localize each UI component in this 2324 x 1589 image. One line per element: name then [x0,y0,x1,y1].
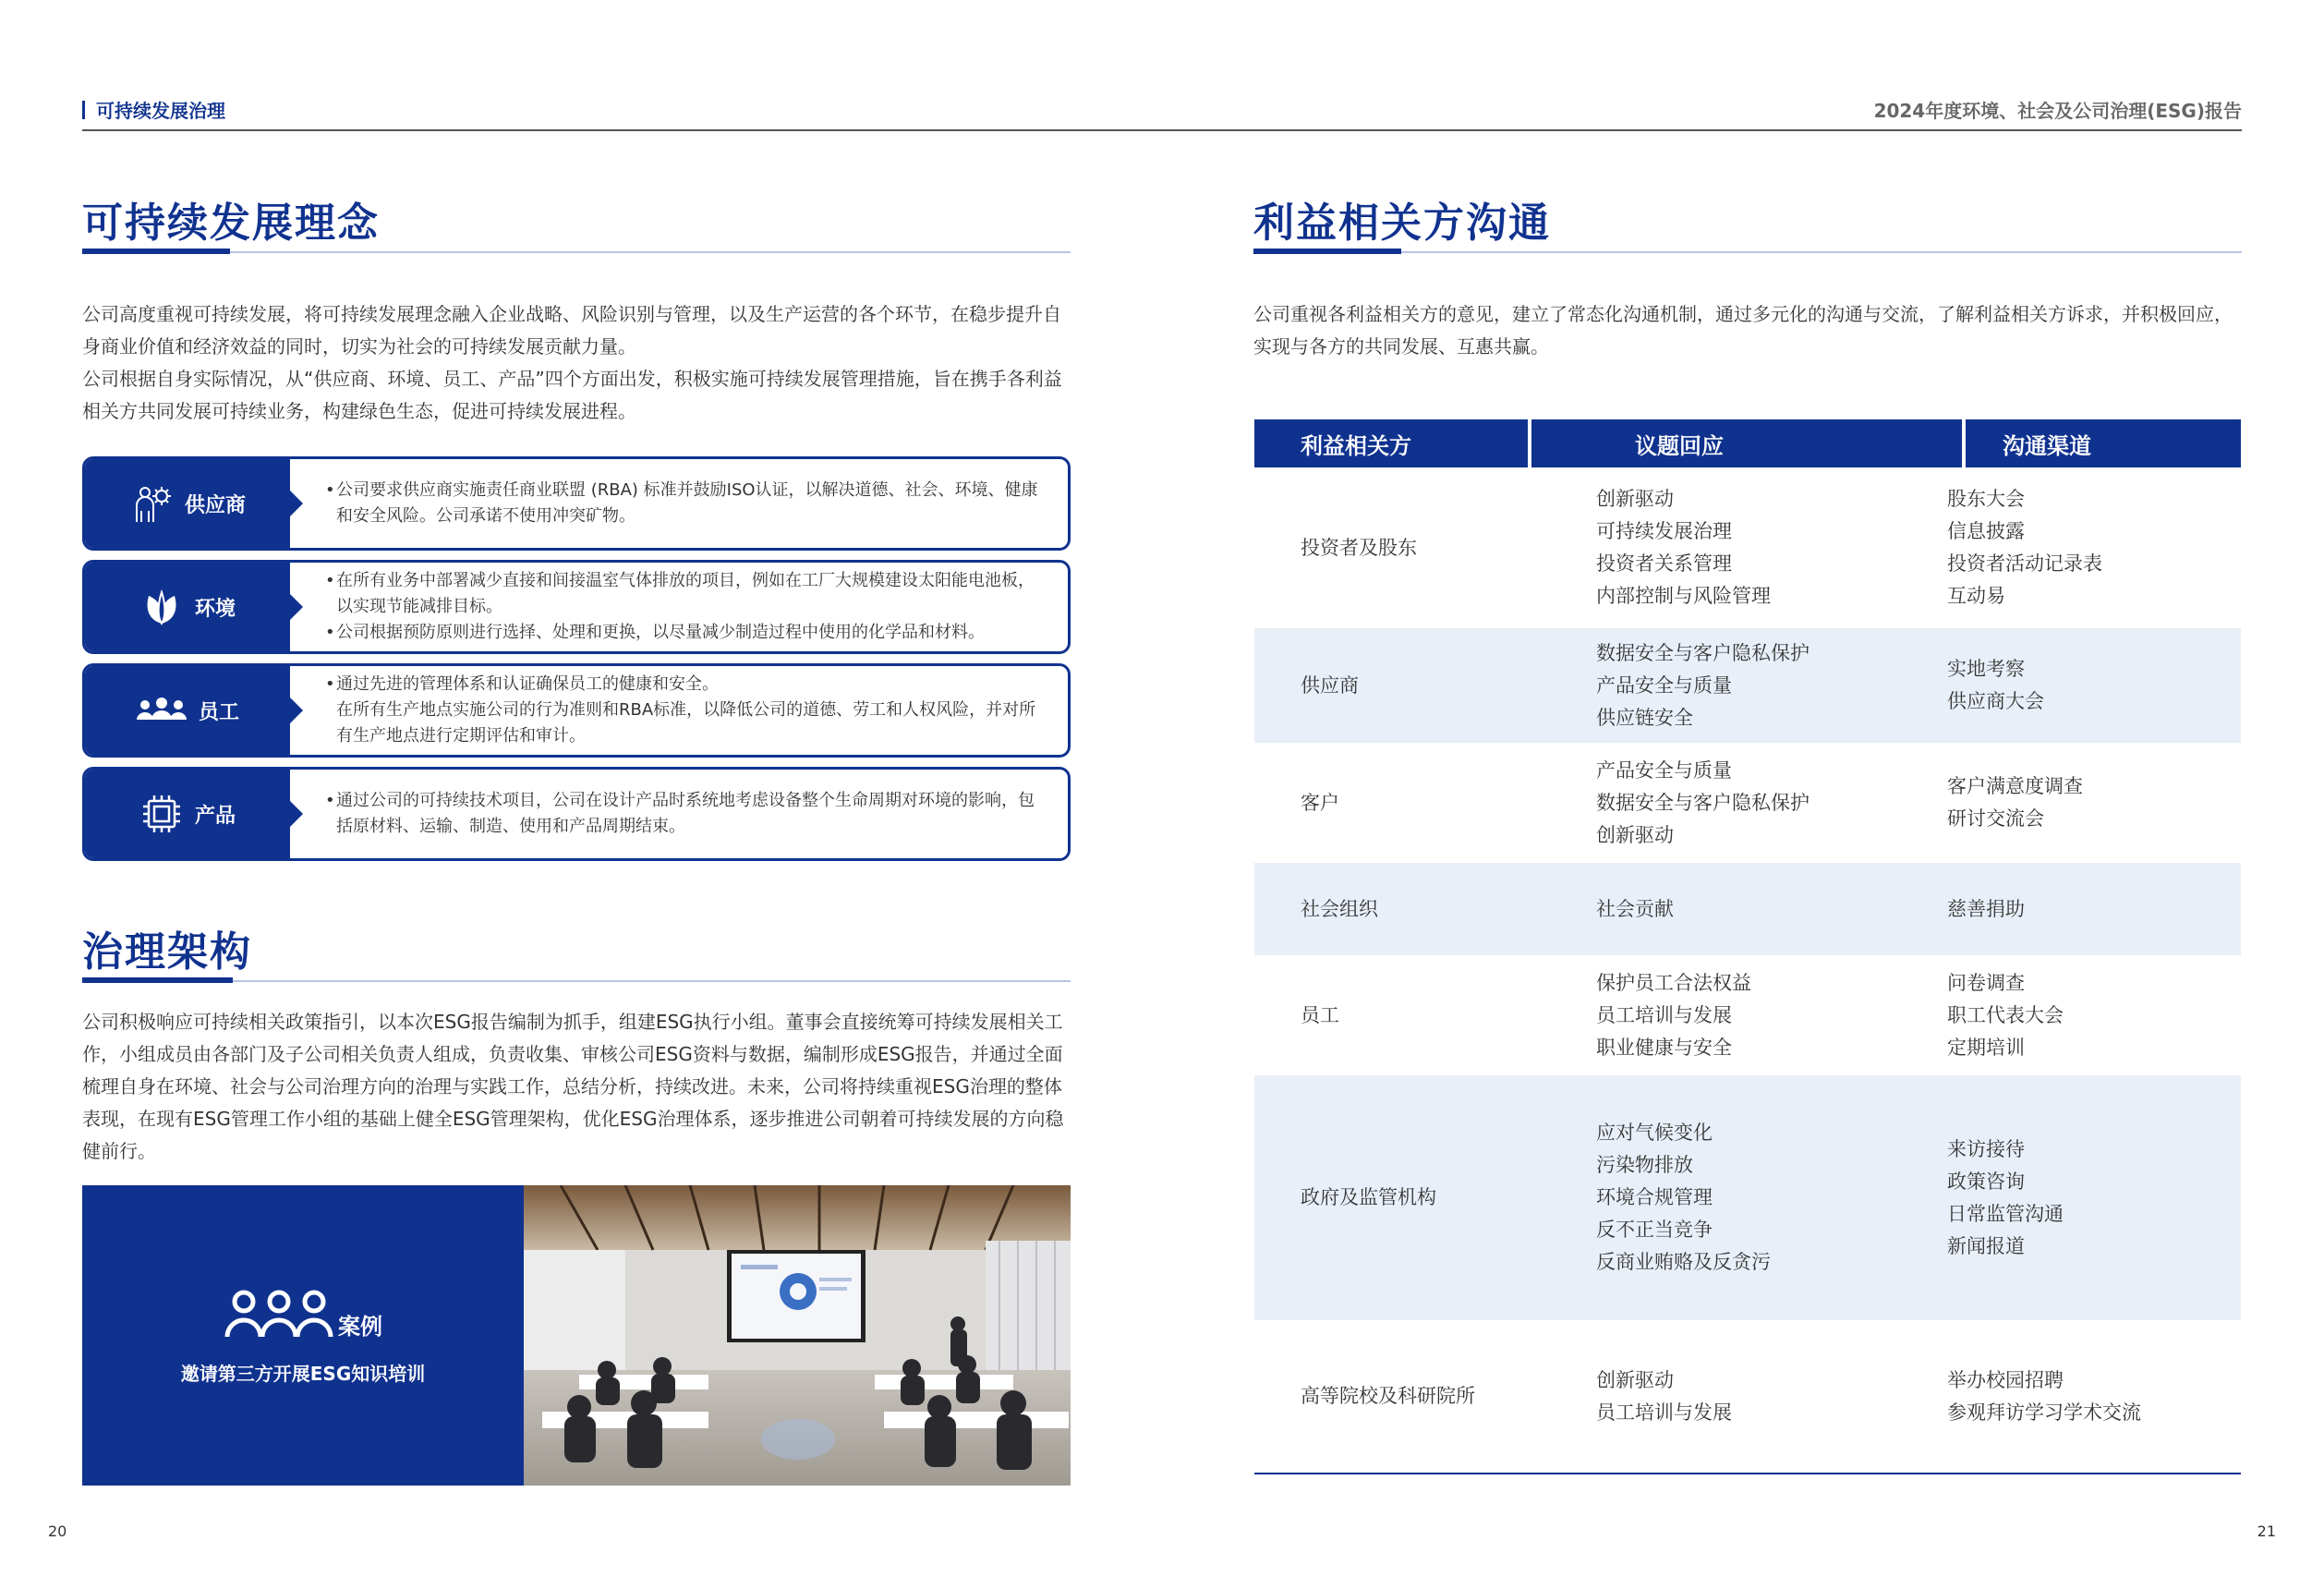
pillar-supplier-head [85,459,290,548]
topic-list [1531,1117,1894,1279]
stakeholder-name: 客户 [1301,791,1339,814]
governance-title-rule [82,980,1071,982]
stakeholder-name: 社会组织 [1301,897,1378,920]
topic-item: 污染物排放 [1596,1154,1693,1176]
topic-item: 员工培训与发展 [1596,1003,1732,1026]
channel-item: 问卷调查 [1947,971,2025,994]
channel-item: 供应商大会 [1947,690,2044,712]
topic-item: 供应链安全 [1596,706,1693,729]
header-topics: 议题回应 [1531,419,1962,467]
pillar-bullet-text: 在所有生产地点实施公司的行为准则和RBA标准，以降低公司的道德、劳工和人权风险，并对所有生产地点进行定期评估和审计。 [336,700,1036,746]
stakeholder-paragraph: 公司重视各利益相关方的意见，建立了常态化沟通机制，通过多元化的沟通与交流，了解利益相关方诉求，并积极回应，实现与各方的共同发展、互惠共赢。 [1253,303,2233,358]
table-header [1254,419,2241,467]
pillar-bullet-text: 通过公司的可持续技术项目，公司在设计产品时系统地考虑设备整个生命周期对环境的影响，包括原材料、运输、制造、使用和产品周期结束。 [336,791,1035,836]
pillar-bullet-text: 在所有业务中部署减少直接和间接温室气体排放的项目，例如在工厂大规模建设太阳能电池板，以实现节能减排目标。 [336,571,1035,616]
case-subtitle: 邀请第三方开展ESG知识培训 [180,1363,426,1385]
table-row [1254,1320,2241,1473]
topic-item: 创新驱动 [1596,1368,1674,1391]
stakeholder-name: 投资者及股东 [1301,536,1417,559]
header-accent-bar [82,101,85,119]
report-running-title: 2024年度环境、社会及公司治理(ESG)报告 [1873,100,2242,122]
channel-list [1894,967,2241,1064]
channel-item: 实地考察 [1947,658,2025,680]
topic-item: 社会贡献 [1596,897,1674,920]
stakeholder-name: 政府及监管机构 [1301,1186,1436,1208]
channel-item: 信息披露 [1947,520,2025,542]
table-bottom-rule [1254,1473,2241,1474]
topic-item: 投资者关系管理 [1596,552,1732,575]
pillar-bullet-text: 通过先进的管理体系和认证确保员工的健康和安全。 [336,674,719,694]
pillar-supplier [82,456,1071,551]
channel-item: 客户满意度调查 [1947,775,2083,797]
concept-para-2: 公司根据自身实际情况，从“供应商、环境、员工、产品”四个方面出发，积极实施可持续发展管理措施，旨在携手各利益相关方共同发展可持续业务，构建绿色生态，促进可持续发展进程。 [82,368,1062,422]
pillar-product [82,767,1071,861]
table-row [1254,467,2241,628]
pillar-environment-label: 环境 [194,597,236,621]
topic-item: 职业健康与安全 [1596,1036,1732,1059]
topic-item: 创新驱动 [1596,488,1674,510]
governance-title: 治理架构 [82,928,252,976]
channel-item: 举办校园招聘 [1947,1368,2064,1391]
topic-item: 环境合规管理 [1596,1186,1713,1208]
pillar-environment-body [290,563,1068,651]
channel-item: 政策咨询 [1947,1170,2025,1193]
stakeholder-title-rule [1253,251,2242,253]
concept-title-rule [82,251,1071,253]
training-photo [524,1185,1071,1486]
topic-item: 可持续发展治理 [1596,520,1732,542]
topic-item: 内部控制与风险管理 [1596,585,1771,607]
channel-item: 新闻报道 [1947,1234,2025,1257]
pillar-product-head [85,770,290,858]
topic-item: 应对气候变化 [1596,1122,1713,1144]
channel-list [1894,483,2241,613]
table-body [1254,467,2241,1473]
channel-item: 互动易 [1947,585,2005,607]
pillar-environment [82,560,1071,654]
channel-item: 参观拜访学习学术交流 [1947,1401,2141,1424]
pillar-supplier-body [290,459,1068,548]
channel-list [1894,653,2241,718]
chip-icon [139,792,184,836]
topic-list [1531,1365,1894,1429]
pillar-product-body [290,770,1068,858]
supplier-icon [129,481,174,526]
channel-item: 日常监管沟通 [1947,1202,2064,1225]
channel-item: 定期培训 [1947,1036,2025,1059]
concept-title: 可持续发展理念 [82,200,380,247]
channel-item: 慈善捐助 [1947,897,2025,920]
pillar-employees [82,663,1071,758]
channel-list [1894,770,2241,835]
topic-item: 创新驱动 [1596,823,1674,846]
running-header-left [82,96,225,123]
pillar-bullet-text: 公司根据预防原则进行选择、处理和更换，以尽量减少制造过程中使用的化学品和材料。 [336,623,985,642]
table-row [1254,955,2241,1075]
case-label: 案例 [338,1314,382,1340]
header-divider [82,129,2242,131]
channel-item: 股东大会 [1947,488,2025,510]
topic-item: 数据安全与客户隐私保护 [1596,791,1810,814]
people-icon [136,688,188,733]
topic-item: 员工培训与发展 [1596,1401,1732,1424]
page-number-left: 20 [48,1522,67,1540]
channel-item: 投资者活动记录表 [1947,552,2102,575]
table-row [1254,743,2241,863]
channel-list [1894,1134,2241,1263]
topic-list [1531,893,1894,926]
pillar-employees-label: 员工 [198,700,239,724]
case-heading [224,1285,382,1344]
stakeholder-table [1254,419,2241,1474]
header-channels: 沟通渠道 [1966,419,2241,467]
topic-item: 反商业贿赂及反贪污 [1596,1251,1771,1273]
topic-item: 产品安全与质量 [1596,758,1732,782]
pillar-bullet: • 通过先进的管理体系和认证确保员工的健康和安全。 [325,672,1049,697]
leaf-icon [139,585,184,629]
stakeholder-name: 供应商 [1301,673,1359,697]
table-row [1254,628,2241,743]
pillar-employees-head [85,666,290,755]
channel-item: 来访接待 [1947,1137,2025,1160]
table-row [1254,1075,2241,1320]
pillar-bullet: • 公司要求供应商实施责任商业联盟 (RBA) 标准并鼓励ISO认证，以解决道德、社会、环境、健康和安全风险。公司承诺不使用冲突矿物。 [325,478,1049,529]
pillar-bullet-text: 公司要求供应商实施责任商业联盟 (RBA) 标准并鼓励ISO认证，以解决道德、社会、环境、健康和安全风险。公司承诺不使用冲突矿物。 [336,480,1038,526]
concept-para-1: 公司高度重视可持续发展，将可持续发展理念融入企业战略、风险识别与管理，以及生产运营的各个环节，在稳步提升自身商业价值和经济效益的同时，切实为社会的可持续发展贡献力量。 [82,303,1061,358]
stakeholder-name: 员工 [1301,1003,1339,1026]
header-stakeholder: 利益相关方 [1254,419,1528,467]
topic-list [1531,755,1894,852]
section-running-title: 可持续发展治理 [96,100,225,122]
topic-list [1531,637,1894,734]
topic-item: 保护员工合法权益 [1596,971,1751,994]
pillar-employees-body [290,666,1068,755]
governance-paragraph: 公司积极响应可持续相关政策指引，以本次ESG报告编制为抓手，组建ESG执行小组。董事会直接统筹可持续发展相关工作，小组成员由各部门及子公司相关负责人组成，负责收集、审核公司ESG资料与数据，编制形成ESG报告，并通过全面梳理自身在环境、社会与公司治理方向的治理与实践工作，总结分析，持续改进。未来，公司将持续重视ESG治理的整体表现，在现有ESG管理工作小组的基础上健全ESG管理架构，优化ESG治理体系，逐步推进公司朝着可持续发展的方向稳健前行。 [82,1011,1064,1162]
pillar-bullet: • 通过公司的可持续技术项目，公司在设计产品时系统地考虑设备整个生命周期对环境的影响，包括原材料、运输、制造、使用和产品周期结束。 [325,788,1049,840]
case-study-box [82,1185,1071,1486]
topic-item: 反不正当竞争 [1596,1219,1713,1241]
channel-list [1894,1365,2241,1429]
pillar-bullet [325,697,1049,749]
table-row [1254,863,2241,955]
topic-item: 产品安全与质量 [1596,673,1732,697]
pillar-bullet: • 公司根据预防原则进行选择、处理和更换，以尽量减少制造过程中使用的化学品和材料。 [325,620,1049,646]
topic-list [1531,483,1894,613]
concept-paragraphs [82,298,1072,428]
pillar-bullet: • 在所有业务中部署减少直接和间接温室气体排放的项目，例如在工厂大规模建设太阳能电池板，以实现节能减排目标。 [325,568,1049,620]
pillar-product-label: 产品 [194,804,236,828]
pillar-supplier-label: 供应商 [184,493,246,517]
stakeholder-title: 利益相关方沟通 [1253,200,1551,247]
channel-item: 研讨交流会 [1947,807,2044,830]
page-number-right: 21 [2257,1522,2276,1540]
topic-list [1531,967,1894,1064]
group-people-icon [224,1285,334,1344]
channel-item: 职工代表大会 [1947,1003,2064,1026]
channel-list [1894,893,2241,926]
training-room-image [524,1185,1071,1486]
pillar-environment-head [85,563,290,651]
stakeholder-name: 高等院校及科研院所 [1301,1385,1475,1407]
topic-item: 数据安全与客户隐私保护 [1596,641,1810,664]
case-study-panel [82,1185,524,1486]
